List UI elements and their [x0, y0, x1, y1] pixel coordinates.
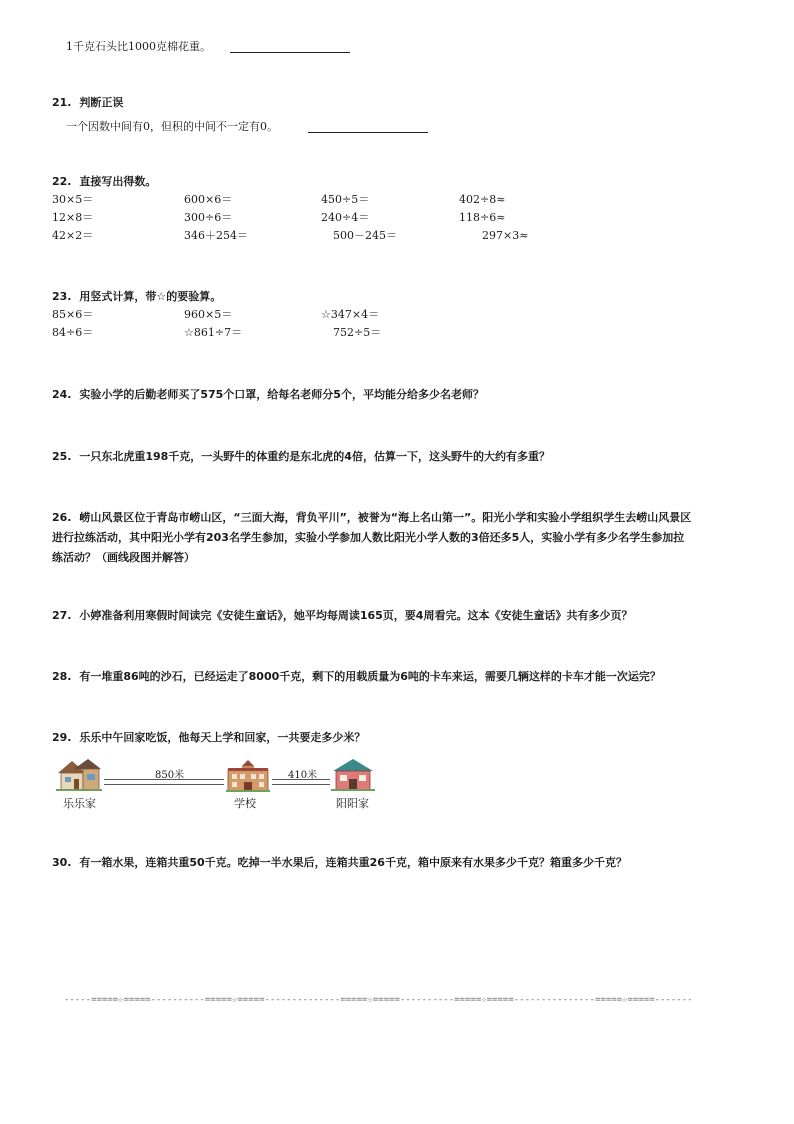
q27-number: 27. [52, 609, 72, 622]
q26-question [52, 508, 692, 568]
q20-answer-blank[interactable] [230, 52, 350, 53]
place-label: 阳阳家 [336, 797, 369, 810]
q25-question [52, 450, 550, 464]
q24-number: 24. [52, 388, 72, 401]
q28-question [52, 670, 661, 684]
q21-title: 判断正误 [79, 96, 124, 109]
q24-question [52, 388, 484, 402]
q21-statement: 一个因数中间有0，但积的中间不一定有0。 [66, 120, 278, 133]
q23-header [52, 290, 221, 304]
q22-title: 直接写出得数。 [79, 175, 157, 188]
q22-item: 300÷6＝ [184, 211, 233, 224]
q21-number: 21. [52, 96, 72, 109]
school-icon [226, 758, 270, 792]
q23-title: 用竖式计算，带☆的要验算。 [79, 290, 222, 303]
q22-item: 42×2＝ [52, 229, 94, 242]
q25-number: 25. [52, 450, 72, 463]
q23-item: 752÷5＝ [333, 326, 382, 339]
q22-header [52, 175, 156, 189]
q23-item: 960×5＝ [184, 308, 233, 321]
q22-item: 297×3≈ [482, 229, 529, 242]
house-yangyang-icon [331, 757, 375, 791]
q21-header [52, 96, 123, 110]
q22-item: 30×5＝ [52, 193, 94, 206]
q22-item: 500－245＝ [333, 229, 397, 242]
q29-text: 乐乐中午回家吃饭，他每天上学和回家，一共要走多少米？ [79, 731, 366, 744]
q26-text: 崂山风景区位于青岛市崂山区，“三面大海，背负平川”，被誉为“海上名山第一”。阳光小学和实验小学组织学生去崂山风景区进行拉练活动，其中阳光小学有203名学生参加，实验小学参加人数比阳光小学人数的3倍还多5人，实验小学有多少名学生参加拉练活动？（画线段图并解答） [52, 511, 692, 564]
q22-item: 346＋254＝ [184, 229, 248, 242]
q27-text: 小婷准备利用寒假时间读完《安徒生童话》，她平均每周读165页，要4周看完。这本《安徒生童话》共有多少页？ [79, 609, 633, 622]
q23-item: ☆347×4＝ [321, 308, 380, 321]
q26-number: 26. [52, 511, 72, 524]
q22-item: 600×6＝ [184, 193, 233, 206]
q30-question [52, 856, 627, 870]
q30-text: 有一箱水果，连箱共重50千克。吃掉一半水果后，连箱共重26千克，箱中原来有水果多少千克？箱重多少千克？ [79, 856, 627, 869]
q24-text: 实验小学的后勤老师买了575个口罩，给每名老师分5个，平均能分给多少名老师？ [79, 388, 484, 401]
place-label: 乐乐家 [63, 797, 96, 810]
q28-number: 28. [52, 670, 72, 683]
q29-number: 29. [52, 731, 72, 744]
q23-item: 84÷6＝ [52, 326, 94, 339]
q20-statement: 1千克石头比1000克棉花重。 [66, 40, 211, 53]
q23-item: 85×6＝ [52, 308, 94, 321]
q22-item: 240÷4＝ [321, 211, 370, 224]
distance-label: 850米 [155, 770, 185, 781]
q22-item: 402÷8≈ [459, 193, 506, 206]
q21-answer-blank[interactable] [308, 132, 428, 133]
q30-number: 30. [52, 856, 72, 869]
house-lele-icon [56, 757, 102, 791]
distance-label: 410米 [288, 770, 318, 781]
q22-item: 118÷6≈ [459, 211, 506, 224]
q22-item: 12×8＝ [52, 211, 94, 224]
q28-text: 有一堆重86吨的沙石，已经运走了8000千克，剩下的用载质量为6吨的卡车来运，需要几辆这样的卡车才能一次运完？ [79, 670, 661, 683]
q23-number: 23. [52, 290, 72, 303]
q27-question [52, 609, 632, 623]
q22-number: 22. [52, 175, 72, 188]
q29-question [52, 731, 365, 745]
q25-text: 一只东北虎重198千克，一头野牛的体重约是东北虎的4倍，估算一下，这头野牛的大约有多重？ [79, 450, 550, 463]
place-label: 学校 [234, 797, 256, 810]
q23-item: ☆861÷7＝ [184, 326, 243, 339]
footer-divider: -----=====☆=====----------=====☆=====--------------=====☆=====----------=====☆=====---------------=====☆=====------- [64, 995, 693, 1005]
q22-item: 450÷5＝ [321, 193, 370, 206]
